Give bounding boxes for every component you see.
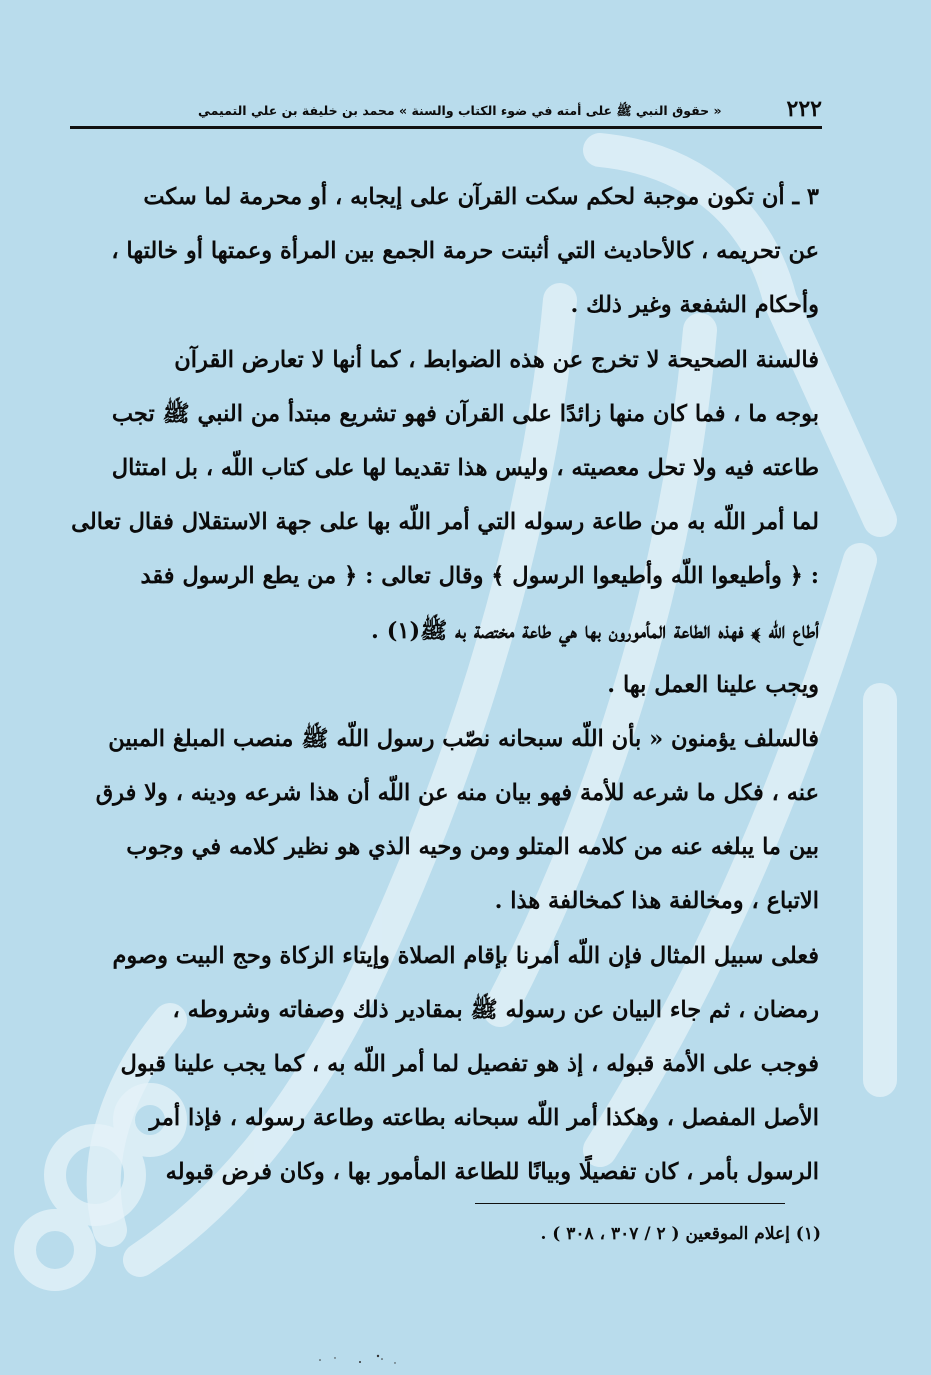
- text-line: لما أمر اللّه به من طاعة رسوله التي أمر اللّه بها على جهة الاستقلال فقال تعالى: [71, 509, 819, 536]
- text-line: الاتباع ، ومخالفة هذا كمخالفة هذا .: [494, 888, 819, 915]
- scan-specks: [300, 1350, 420, 1370]
- text-line: الرسول بأمر ، كان تفصيلًا وبيانًا للطاعة المأمور بها ، وكان فرض قبوله: [165, 1159, 819, 1186]
- running-title: « حقوق النبي ﷺ على أمته في ضوء الكتاب والسنة » محمد بن خليفة بن علي التميمي: [198, 103, 722, 118]
- text-line: عن تحريمه ، كالأحاديث التي أثبتت حرمة الجمع بين المرأة وعمتها أو خالتها ،: [111, 238, 819, 265]
- text-line: : ﴿ وأطيعوا اللّه وأطيعوا الرسول ﴾ وقال تعالى : ﴿ من يطع الرسول فقد: [140, 563, 819, 590]
- page-number: ٢٢٢: [786, 96, 822, 122]
- text-line: ويجب علينا العمل بها .: [607, 671, 819, 698]
- text-line: طاعته فيه ولا تحل معصيته ، وليس هذا تقديما لها على كتاب اللّه ، بل امتثال: [111, 454, 819, 481]
- main-text: [71, 170, 819, 1200]
- text-line: وأحكام الشفعة وغير ذلك .: [570, 292, 819, 319]
- text-line: ٣ ـ أن تكون موجبة لحكم سكت القرآن على إيجابه ، أو محرمة لما سكت: [143, 184, 819, 210]
- footnote-divider: [475, 1203, 785, 1204]
- text-line: بوجه ما ، فما كان منها زائدًا على القرآن فهو تشريع مبتدأ من النبي ﷺ تجب: [111, 400, 819, 427]
- text-line: فوجب على الأمة قبوله ، إذ هو تفصيل لما أمر اللّه به ، كما يجب علينا قبول: [120, 1051, 819, 1077]
- text-line: أطاع اللّه ﴾ فهذه الطاعة المأمورون بها هي طاعة مختصة به ﷺ(١) .: [371, 617, 819, 644]
- header-divider: [70, 126, 822, 129]
- running-header: [70, 88, 822, 128]
- text-line: فالسلف يؤمنون « بأن اللّه سبحانه نصّب رسول اللّه ﷺ منصب المبلغ المبين: [108, 725, 819, 752]
- text-line: بين ما يبلغه عنه من كلامه المتلو ومن وحيه الذي هو نظير كلامه في وجوب: [126, 834, 819, 861]
- text-line: الأصل المفصل ، وهكذا أمر اللّه سبحانه بطاعته وطاعة رسوله ، فإذا أمر: [149, 1105, 819, 1132]
- text-line: رمضان ، ثم جاء البيان عن رسوله ﷺ بمقادير ذلك وصفاته وشروطه ،: [172, 996, 819, 1023]
- text-line: فعلى سبيل المثال فإن اللّه أمرنا بإقام الصلاة وإيتاء الزكاة وحج البيت وصوم: [112, 942, 819, 969]
- text-line: فالسنة الصحيحة لا تخرج عن هذه الضوابط ، كما أنها لا تعارض القرآن: [174, 346, 819, 373]
- footnote: (١) إعلام الموقعين ( ٢ / ٣٠٧ ، ٣٠٨ ) .: [540, 1224, 821, 1244]
- text-line: عنه ، فكل ما شرعه للأمة فهو بيان منه عن اللّه أن هذا شرعه ودينه ، ولا فرق: [95, 780, 819, 807]
